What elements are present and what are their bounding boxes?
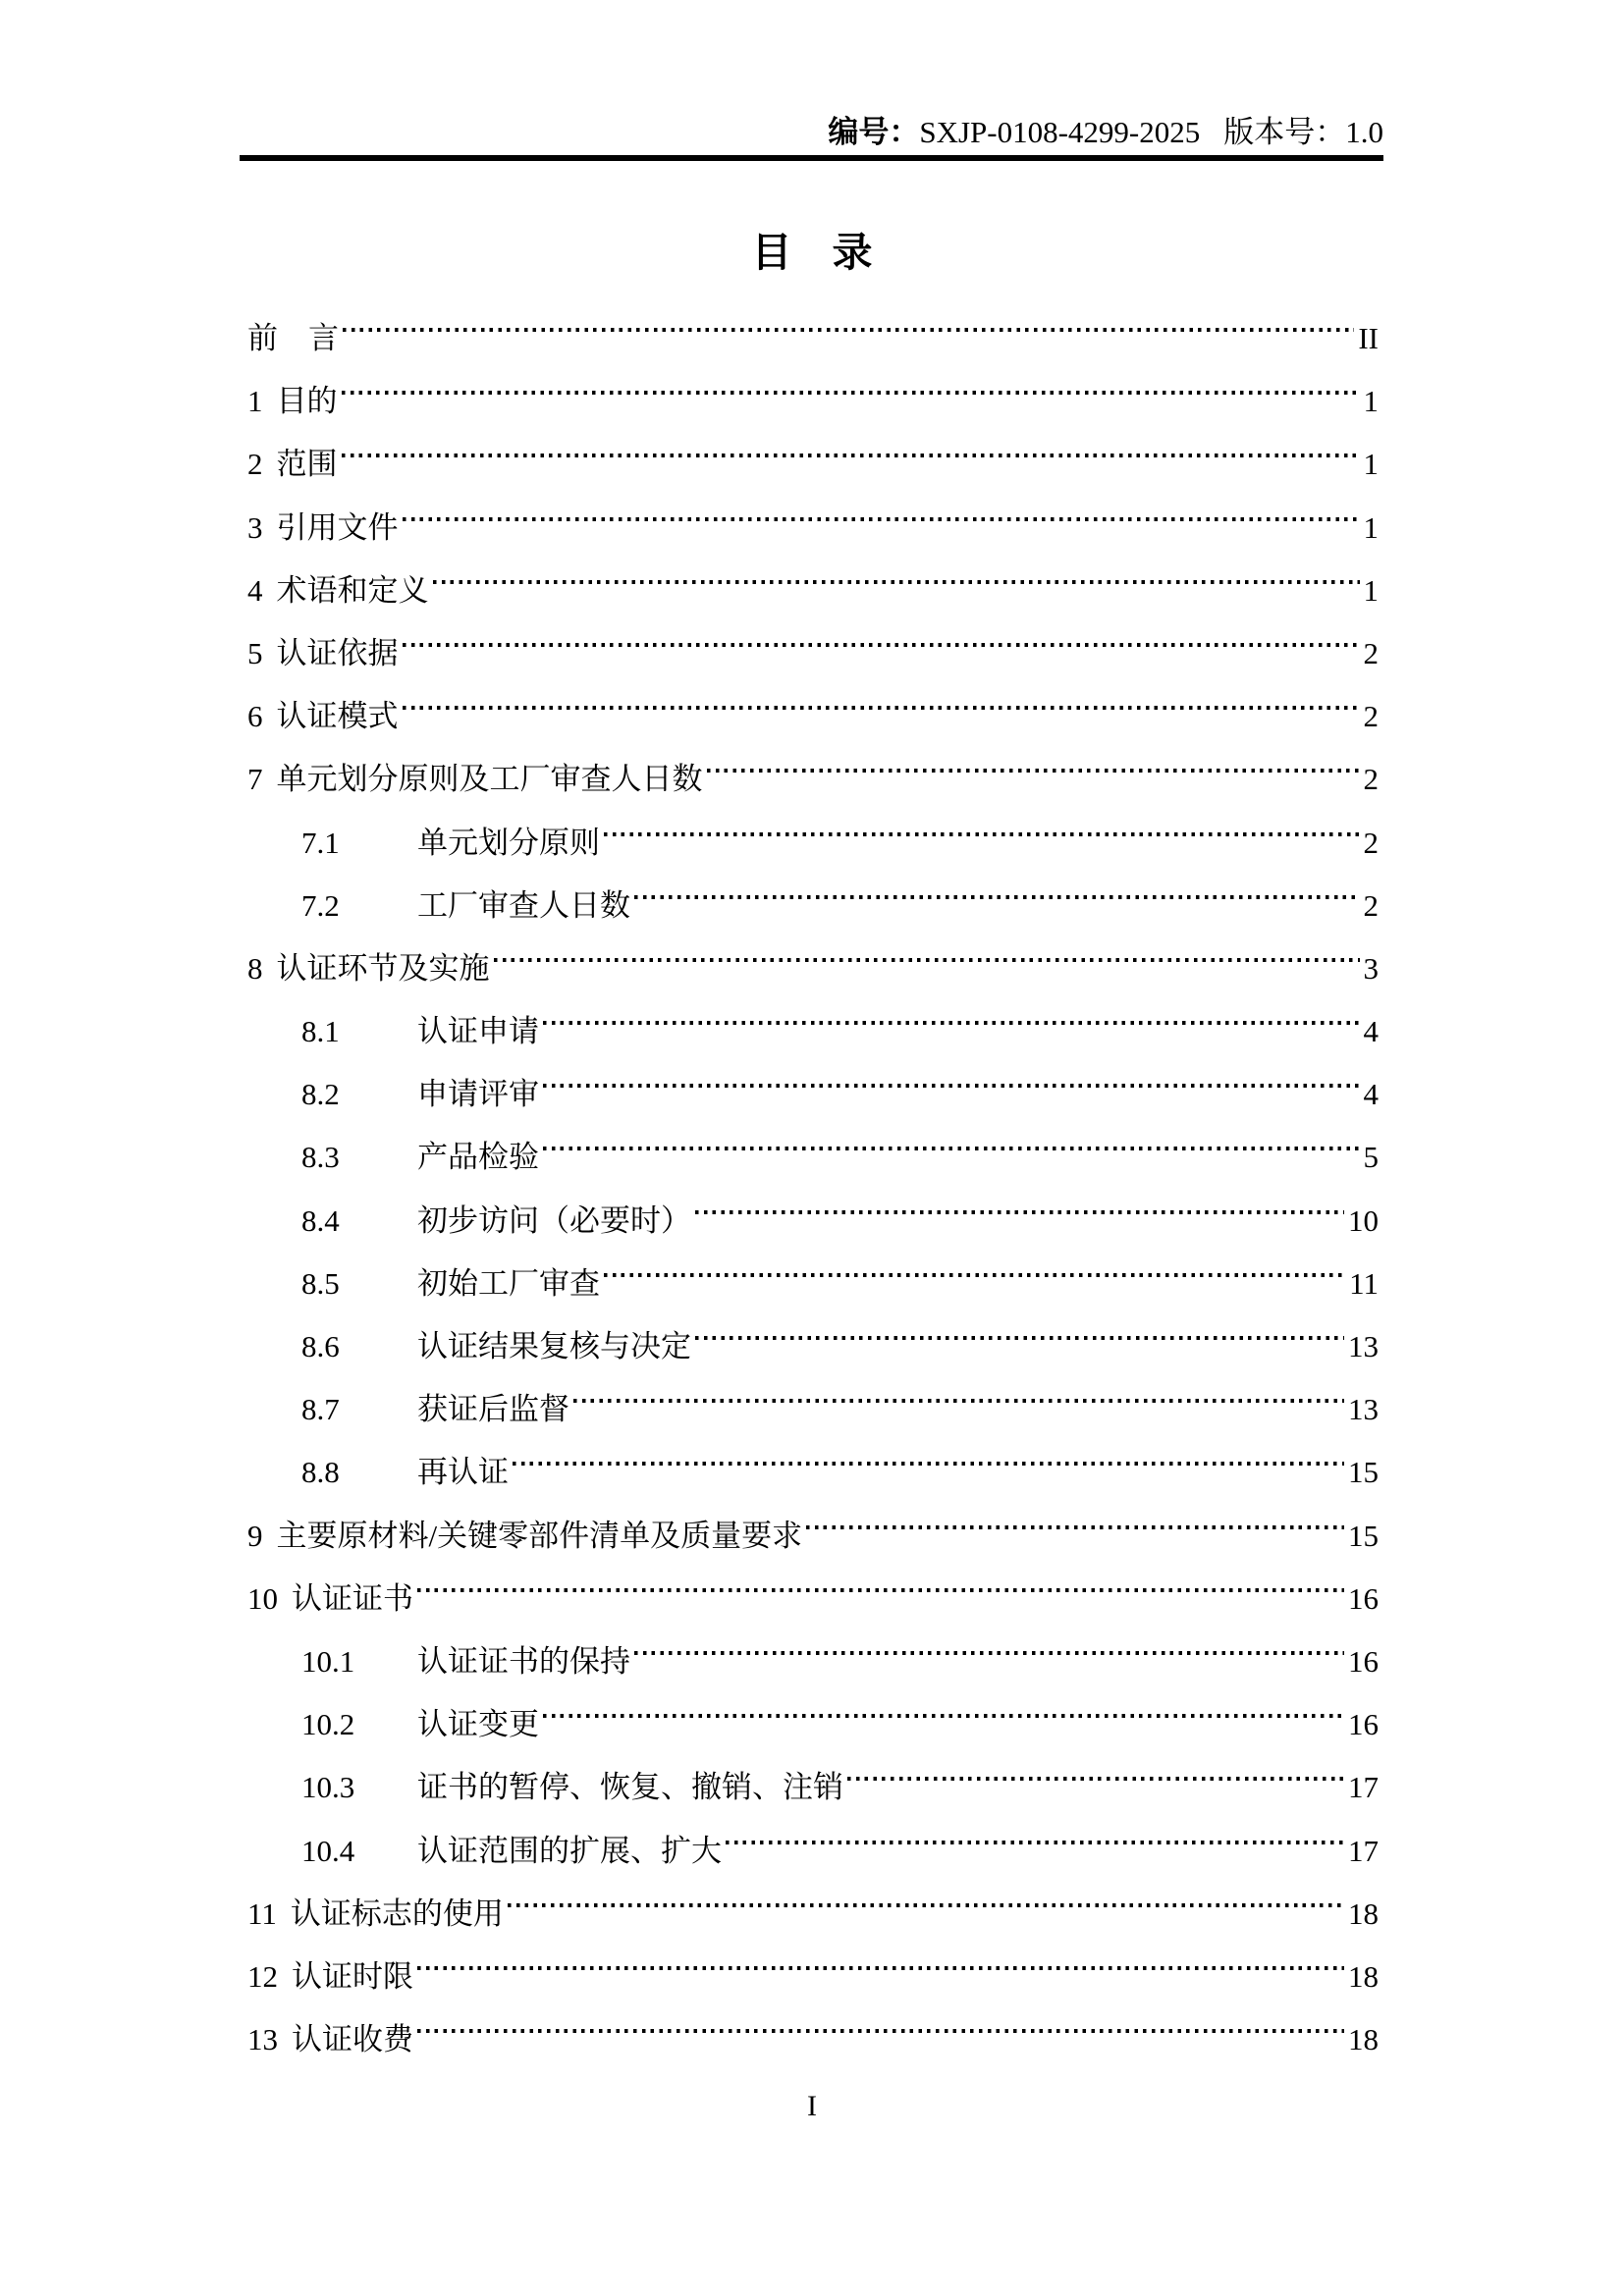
toc-entry-page: 17 [1348,1770,1379,1805]
toc-entry-label: 认证依据 [276,635,399,670]
toc-entry-label: 范围 [276,447,338,482]
toc-entry [247,1693,1379,1756]
toc-entry-number: 8.7 [301,1392,340,1427]
toc-entry [247,937,1379,1000]
toc-entry-number: 8.8 [301,1455,340,1490]
toc-entry-page: 15 [1348,1518,1379,1553]
toc-entry-page: 13 [1348,1329,1379,1363]
toc-entry-label: 认证证书的保持 [417,1643,630,1679]
toc-entry [247,2008,1379,2071]
toc-entry-page: 16 [1348,1643,1379,1679]
toc-entry-label: 初步访问（必要时） [417,1202,691,1238]
toc-entry-number: 10.1 [301,1643,355,1679]
toc-entry-number: 8.6 [301,1329,340,1363]
toc-entry-page: 2 [1363,825,1379,860]
toc-entry-number: 11 [247,1896,277,1931]
toc-entry [247,685,1379,748]
toc-entry-page: 2 [1363,699,1379,734]
toc-entry-number: 5 [247,635,263,670]
toc-entry [247,497,1379,560]
toc-entry-number: 8 [247,950,263,986]
page-title: 目 录 [751,230,873,275]
toc-entry-page: 18 [1348,1958,1379,1994]
toc-entry-label: 单元划分原则及工厂审查人日数 [276,762,703,797]
toc-entry-number: 7.1 [301,825,340,860]
toc-entry-page: 3 [1363,950,1379,986]
toc-entry-number: 10.3 [301,1770,355,1805]
toc-entry-number: 8.4 [301,1202,340,1238]
toc-entry-page: 10 [1348,1202,1379,1238]
toc-entry-number: 2 [247,447,263,482]
toc-entry [247,1630,1379,1693]
toc-entry-label: 术语和定义 [276,572,429,608]
toc-entry-number: 3 [247,509,263,545]
toc-entry-page: 11 [1349,1265,1379,1301]
toc-entry [247,1756,1379,1819]
toc-entry-label: 证书的暂停、恢复、撤销、注销 [417,1770,843,1805]
toc-entry-label: 获证后监督 [417,1392,569,1427]
toc-entry-page: 13 [1348,1392,1379,1427]
toc-entry-label: 认证变更 [417,1707,539,1742]
toc-entry [247,560,1379,622]
toc-entry-page: 2 [1363,762,1379,797]
header-divider-line [240,155,1383,161]
toc-entry-label: 目的 [276,384,338,419]
toc-entry-label: 认证范围的扩展、扩大 [417,1833,722,1868]
toc-entry [247,812,1379,875]
toc-entry-number: 1 [247,384,263,419]
toc-entry-label: 认证收费 [292,2022,413,2057]
toc-entry-number: 12 [247,1958,278,1994]
doc-number-value: SXJP-0108-4299-2025 [919,115,1201,149]
toc-entry [247,1126,1379,1189]
toc-entry [247,1568,1379,1630]
toc-entry-label: 主要原材料/关键零部件清单及质量要求 [276,1518,803,1553]
toc-entry-number: 10.2 [301,1707,355,1742]
toc-entry [247,433,1379,496]
toc-entry-label: 认证标志的使用 [290,1896,504,1931]
toc-entry-label: 初始工厂审查 [417,1265,600,1301]
toc-entry-page: 16 [1348,1707,1379,1742]
toc-entry [247,1441,1379,1504]
toc-entry-label: 认证环节及实施 [276,950,490,986]
toc-entry-page: II [1358,321,1379,355]
toc-entry [247,622,1379,685]
toc-entry-number: 7.2 [301,887,340,923]
toc-entry-label: 产品检验 [417,1140,539,1175]
toc-entry-page: 2 [1363,887,1379,923]
toc-entry [247,1883,1379,1946]
toc-entry-page: 16 [1348,1580,1379,1616]
toc-entry-number: 10.4 [301,1833,355,1868]
toc-entry-label: 认证模式 [276,699,399,734]
toc-entry [247,1253,1379,1315]
version-label: 版本号： [1223,115,1346,149]
toc-entry-label: 引用文件 [276,509,399,545]
toc-entry-label: 前 言 [247,321,339,355]
toc-entry-label: 认证结果复核与决定 [417,1329,691,1363]
toc-entry-label: 认证申请 [417,1014,539,1049]
toc-entry-number: 7 [247,762,263,797]
toc-entry-number: 8.5 [301,1265,340,1301]
toc-entry-label: 申请评审 [417,1077,539,1112]
toc-entry-page: 4 [1363,1077,1379,1112]
toc-entry-number: 9 [247,1518,263,1553]
toc-entry-page: 18 [1348,1896,1379,1931]
toc-entry [247,1315,1379,1378]
toc-entry-number: 10 [247,1580,278,1616]
toc-entry-number: 8.1 [301,1014,340,1049]
toc-entry-label: 再认证 [417,1455,509,1490]
doc-number-label: 编号： [828,115,920,149]
toc-entry [247,1378,1379,1441]
toc-entry-label: 认证证书 [292,1580,413,1616]
page-header [240,114,1383,151]
toc-entry-number: 13 [247,2022,278,2057]
toc-entry-page: 17 [1348,1833,1379,1868]
toc-entry-page: 4 [1363,1014,1379,1049]
toc-entry-label: 工厂审查人日数 [417,887,630,923]
toc-entry-page: 5 [1363,1140,1379,1175]
toc-entry [247,875,1379,937]
toc-entry [247,1190,1379,1253]
toc-entry-page: 15 [1348,1455,1379,1490]
toc-entry-number: 8.2 [301,1077,340,1112]
toc-entry-number: 6 [247,699,263,734]
toc-entry [247,307,1379,370]
toc-entry [247,1820,1379,1883]
toc-entry [247,1000,1379,1063]
toc-entry-number: 8.3 [301,1140,340,1175]
toc-entry [247,1946,1379,2008]
toc-entry [247,1505,1379,1568]
version-value: 1.0 [1345,115,1383,149]
toc-entry [247,1063,1379,1126]
toc-entry-page: 2 [1363,635,1379,670]
toc-entry-label: 认证时限 [292,1958,413,1994]
toc-entry-page: 18 [1348,2022,1379,2057]
footer-page-number: I [807,2090,817,2122]
toc-entry [247,748,1379,811]
toc-entry [247,370,1379,433]
toc-entry-label: 单元划分原则 [417,825,600,860]
toc-entry-page: 1 [1363,509,1379,545]
table-of-contents [247,307,1379,2071]
toc-entry-number: 4 [247,572,263,608]
toc-entry-page: 1 [1363,572,1379,608]
toc-entry-page: 1 [1363,447,1379,482]
toc-entry-page: 1 [1363,384,1379,419]
